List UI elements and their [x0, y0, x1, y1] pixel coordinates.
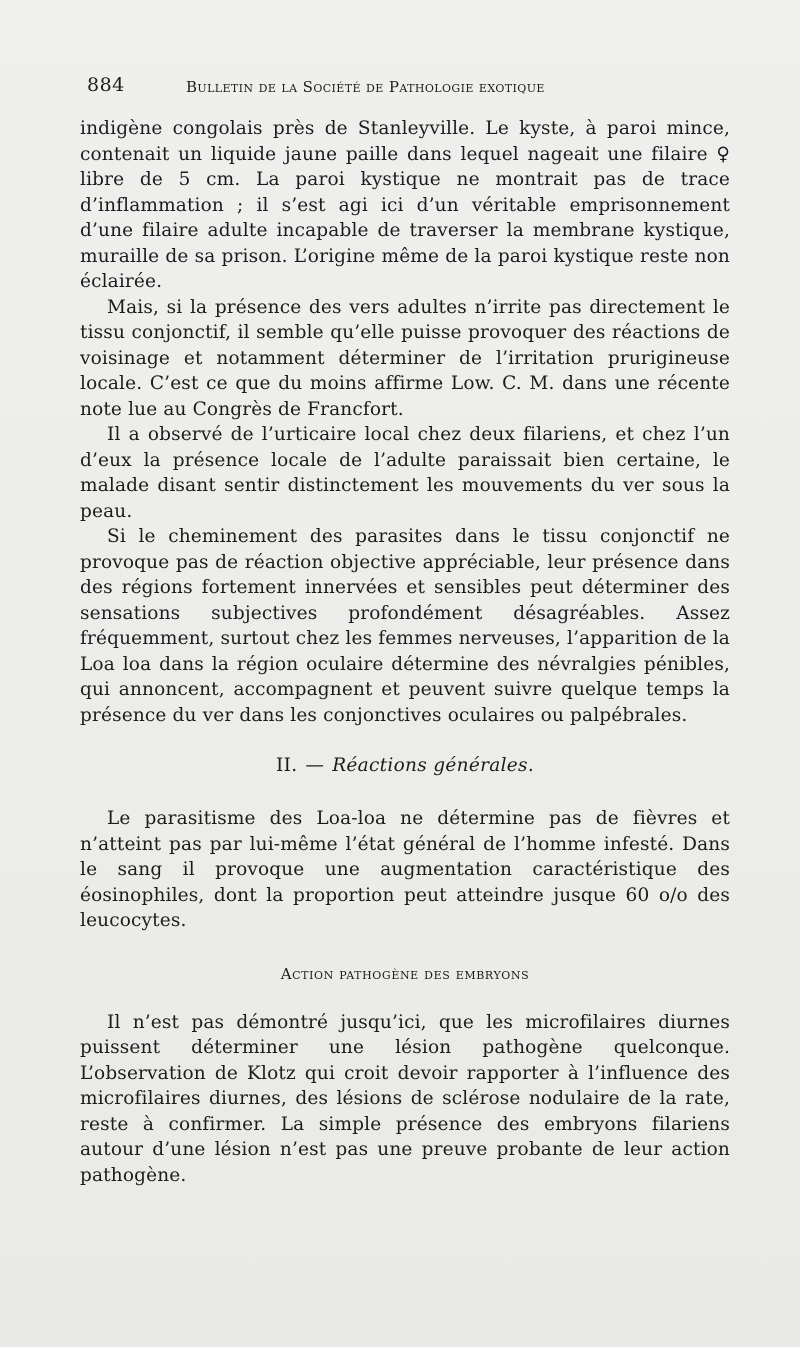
body-text	[80, 116, 730, 1188]
paragraph-continuation: indigène congolais près de Stanleyville. Le kyste, à paroi mince, contenait un liquide jaune paille dans lequel nageait une filaire ♀ libre de 5 cm. La paroi kystique ne montrait pas de trace d’inflammation ; il s’est agi ici d’un véritable emprisonnement d’une filaire adulte incapable de traverser la membrane kystique, muraille de sa prison. L’origine même de la paroi kystique reste non éclairée.	[80, 118, 730, 292]
paragraph: Il a observé de l’urticaire local chez deux filariens, et chez l’un d’eux la présence locale de l’adulte paraissait bien certaine, le malade disant sentir distinctement les mouvements du ver sous la peau.	[80, 424, 730, 522]
paragraph: Il n’est pas démontré jusqu’ici, que les microfilaires diurnes puissent déterminer une lésion pathogène quelconque. L’observation de Klotz qui croit devoir rapporter à l’influence des microfilaires diurnes, des lésions de sclérose nodulaire de la rate, reste à confirmer. La simple présence des embryons filariens autour d’une lésion n’est pas une preuve probante de leur action pathogène.	[80, 1011, 730, 1186]
paragraph: Le parasitisme des Loa-loa ne détermine pas de fièvres et n’atteint pas par lui-même l’état général de l’homme infesté. Dans le sang il provoque une augmentation caractéristique des éosinophiles, dont la proportion peut atteindre jusque 60 o/o des leucocytes.	[80, 808, 730, 931]
subsection-heading: Action pathogène des embryons	[280, 964, 530, 983]
running-header	[87, 74, 737, 102]
paragraph: Si le cheminement des parasites dans le tissu conjonctif ne provoque pas de réaction objective appréciable, leur présence dans des régions fortement innervées et sensibles peut déterminer des sensations subjectives profondément désagréables. Assez fréquemment, surtout chez les femmes nerveuses, l’apparition de la Loa loa dans la région oculaire détermine des névralgies pénibles, qui annoncent, accompagnent et peuvent suivre quelque temps la présence du ver dans les conjonctives oculaires ou palpébrales.	[80, 526, 730, 726]
section-dash: —	[305, 755, 325, 776]
paragraph: Mais, si la présence des vers adultes n’irrite pas directement le tissu conjonctif, il semble qu’elle puisse provoquer des réactions de voisinage et notamment déterminer de l’irritation prurigineuse locale. C’est ce que du moins affirme Low. C. M. dans une récente note lue au Congrès de Francfort.	[80, 296, 730, 420]
page-number: 884	[87, 74, 125, 96]
running-title: Bulletin de la Société de Pathologie exotique	[186, 78, 545, 96]
section-heading	[80, 755, 730, 776]
section-numeral: II.	[275, 755, 298, 776]
section-title: Réactions générales.	[332, 755, 535, 776]
